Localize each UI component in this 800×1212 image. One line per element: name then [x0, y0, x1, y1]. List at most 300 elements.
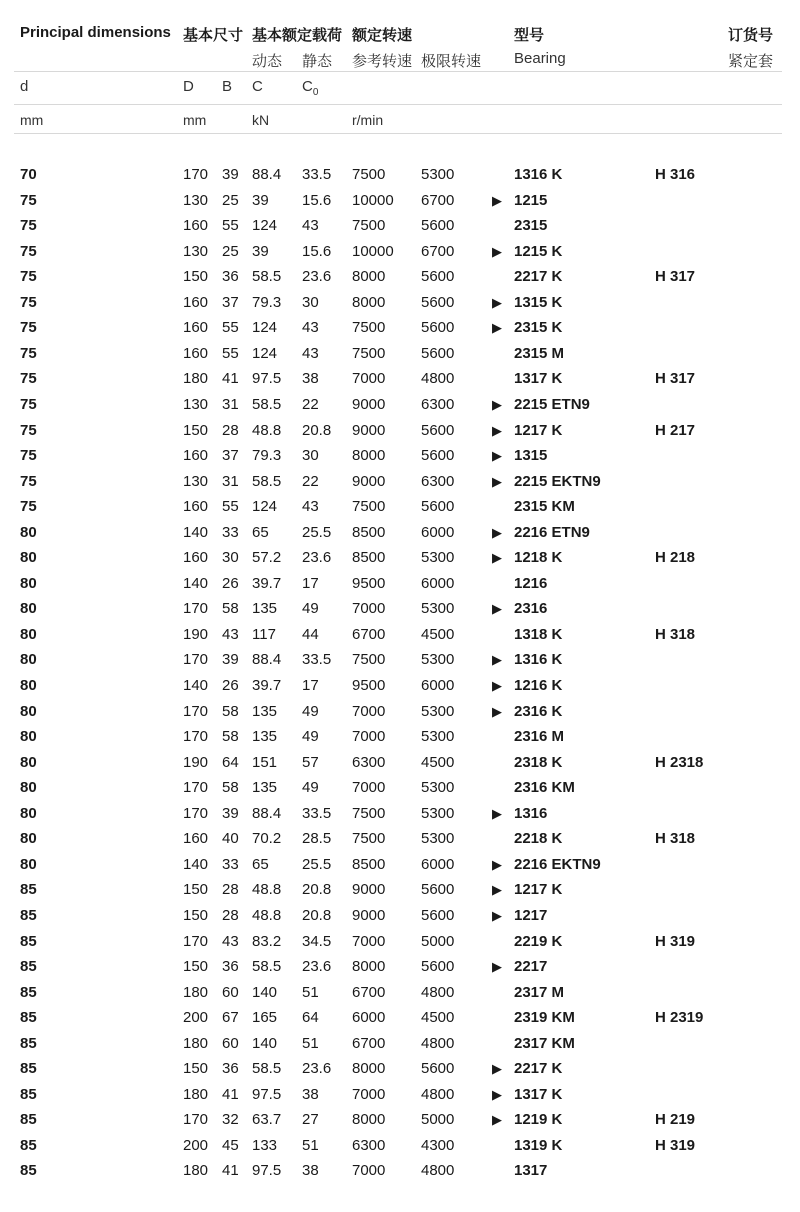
cell-static-load-C0: 43: [302, 344, 319, 362]
cell-reference-speed: 7500: [352, 804, 386, 822]
table-row: [0, 192, 800, 217]
cell-bearing-designation: 2217 K: [514, 268, 563, 286]
cell-limiting-speed: 6000: [421, 855, 455, 873]
cell-adapter-sleeve: H 319: [655, 1136, 696, 1154]
table-row: [0, 345, 800, 370]
col-header-B: B: [222, 78, 233, 95]
cell-outer-D: 170: [183, 702, 209, 720]
header-principal-cn: 基本尺寸: [183, 27, 244, 44]
cell-bearing-designation: 2316 M: [514, 728, 565, 746]
table-row: [0, 473, 800, 498]
cell-outer-D: 170: [183, 804, 209, 822]
cell-width-B: 58: [222, 728, 239, 746]
cell-static-load-C0: 17: [302, 677, 319, 694]
cell-bore-d: 70: [20, 166, 37, 183]
cell-dynamic-load-C: 97.5: [252, 370, 282, 388]
cell-static-load-C0: 49: [302, 728, 319, 746]
cell-reference-speed: 8000: [352, 293, 386, 311]
cell-limiting-speed: 5600: [421, 906, 455, 924]
cell-bore-d: 80: [20, 804, 37, 822]
cell-static-load-C0: 49: [302, 702, 319, 720]
cell-limiting-speed: 5300: [421, 166, 455, 183]
table-row: [0, 243, 800, 268]
cell-width-B: 39: [222, 651, 239, 669]
cell-static-load-C0: 20.8: [302, 906, 332, 924]
header-model: 型号: [514, 27, 545, 44]
popular-item-marker-icon: ▶: [492, 805, 502, 821]
cell-limiting-speed: 4500: [421, 753, 455, 771]
cell-bore-d: 75: [20, 498, 37, 516]
table-row: [0, 268, 800, 293]
cell-bore-d: 80: [20, 702, 37, 720]
cell-bore-d: 80: [20, 523, 37, 541]
table-row: [0, 984, 800, 1009]
cell-bore-d: 85: [20, 1060, 37, 1078]
cell-bore-d: 75: [20, 268, 37, 286]
table-row: [0, 881, 800, 906]
cell-adapter-sleeve: H 2318: [655, 753, 704, 771]
header-basic-load-rating: 基本额定载荷: [252, 27, 343, 44]
popular-item-marker-icon: ▶: [492, 882, 502, 898]
table-row: [0, 319, 800, 344]
cell-bearing-designation: 2317 M: [514, 983, 565, 1001]
cell-dynamic-load-C: 140: [252, 983, 278, 1001]
table-row: [0, 370, 800, 395]
cell-bearing-designation: 2215 ETN9: [514, 395, 590, 413]
cell-bearing-designation: 2316: [514, 600, 548, 618]
table-row: [0, 1060, 800, 1085]
cell-outer-D: 150: [183, 268, 209, 286]
cell-width-B: 31: [222, 395, 239, 413]
cell-width-B: 58: [222, 779, 239, 797]
cell-width-B: 39: [222, 804, 239, 822]
table-row: [0, 779, 800, 804]
cell-width-B: 55: [222, 344, 239, 362]
cell-static-load-C0: 38: [302, 1085, 319, 1103]
cell-limiting-speed: 4800: [421, 983, 455, 1001]
cell-bearing-designation: 1316: [514, 804, 548, 822]
cell-outer-D: 180: [183, 1162, 209, 1180]
cell-bearing-designation: 2315: [514, 217, 548, 235]
cell-static-load-C0: 23.6: [302, 958, 332, 976]
cell-bore-d: 75: [20, 217, 37, 235]
cell-dynamic-load-C: 65: [252, 855, 269, 873]
cell-width-B: 58: [222, 702, 239, 720]
cell-width-B: 41: [222, 1162, 239, 1180]
cell-bore-d: 80: [20, 625, 37, 643]
cell-static-load-C0: 20.8: [302, 421, 332, 439]
cell-static-load-C0: 33.5: [302, 651, 332, 669]
cell-bearing-designation: 1215 K: [514, 242, 563, 260]
cell-bearing-designation: 1319 K: [514, 1136, 563, 1154]
table-row: [0, 294, 800, 319]
popular-item-marker-icon: ▶: [492, 192, 502, 208]
table-row: [0, 575, 800, 600]
cell-static-load-C0: 49: [302, 600, 319, 618]
cell-static-load-C0: 30: [302, 293, 319, 311]
table-row: [0, 907, 800, 932]
cell-outer-D: 180: [183, 1085, 209, 1103]
cell-bore-d: 85: [20, 932, 37, 950]
cell-static-load-C0: 23.6: [302, 549, 332, 567]
cell-limiting-speed: 6300: [421, 472, 455, 490]
cell-dynamic-load-C: 39.7: [252, 677, 282, 694]
popular-item-marker-icon: ▶: [492, 524, 502, 540]
cell-outer-D: 140: [183, 677, 209, 694]
cell-dynamic-load-C: 63.7: [252, 1111, 282, 1129]
cell-reference-speed: 7500: [352, 651, 386, 669]
cell-dynamic-load-C: 39.7: [252, 574, 282, 592]
table-row: [0, 1086, 800, 1111]
cell-static-load-C0: 43: [302, 217, 319, 235]
cell-reference-speed: 8000: [352, 447, 386, 465]
cell-width-B: 45: [222, 1136, 239, 1154]
cell-bearing-designation: 1216 K: [514, 677, 563, 694]
cell-reference-speed: 9000: [352, 472, 386, 490]
cell-adapter-sleeve: H 317: [655, 268, 696, 286]
header-reference-speed: 参考转速: [352, 53, 413, 70]
cell-limiting-speed: 5600: [421, 881, 455, 899]
cell-width-B: 41: [222, 370, 239, 388]
cell-reference-speed: 8500: [352, 549, 386, 567]
popular-item-marker-icon: ▶: [492, 448, 502, 464]
cell-outer-D: 170: [183, 166, 209, 183]
cell-dynamic-load-C: 97.5: [252, 1162, 282, 1180]
cell-limiting-speed: 5600: [421, 498, 455, 516]
cell-reference-speed: 8000: [352, 1060, 386, 1078]
cell-limiting-speed: 5600: [421, 421, 455, 439]
cell-bore-d: 80: [20, 779, 37, 797]
table-row: [0, 1162, 800, 1187]
cell-width-B: 32: [222, 1111, 239, 1129]
cell-bore-d: 85: [20, 1034, 37, 1052]
cell-adapter-sleeve: H 318: [655, 625, 696, 643]
cell-static-load-C0: 23.6: [302, 1060, 332, 1078]
popular-item-marker-icon: ▶: [492, 678, 502, 693]
cell-width-B: 26: [222, 677, 239, 694]
cell-bore-d: 75: [20, 319, 37, 337]
cell-width-B: 37: [222, 293, 239, 311]
cell-reference-speed: 7000: [352, 779, 386, 797]
table-row: [0, 498, 800, 523]
cell-reference-speed: 6700: [352, 1034, 386, 1052]
cell-static-load-C0: 51: [302, 1034, 319, 1052]
cell-outer-D: 160: [183, 319, 209, 337]
cell-limiting-speed: 5000: [421, 1111, 455, 1129]
cell-static-load-C0: 33.5: [302, 166, 332, 183]
popular-item-marker-icon: ▶: [492, 550, 502, 566]
cell-bearing-designation: 2315 KM: [514, 498, 575, 516]
cell-adapter-sleeve: H 317: [655, 370, 696, 388]
table-row: [0, 626, 800, 651]
cell-dynamic-load-C: 48.8: [252, 881, 282, 899]
cell-bore-d: 80: [20, 855, 37, 873]
cell-reference-speed: 7500: [352, 344, 386, 362]
cell-width-B: 25: [222, 242, 239, 260]
cell-bearing-designation: 1316 K: [514, 166, 563, 183]
cell-outer-D: 190: [183, 625, 209, 643]
cell-limiting-speed: 5600: [421, 293, 455, 311]
cell-static-load-C0: 51: [302, 983, 319, 1001]
cell-width-B: 58: [222, 600, 239, 618]
table-row: [0, 728, 800, 753]
table-row: [0, 830, 800, 855]
cell-bore-d: 85: [20, 983, 37, 1001]
cell-outer-D: 170: [183, 651, 209, 669]
cell-outer-D: 160: [183, 498, 209, 516]
cell-limiting-speed: 5300: [421, 728, 455, 746]
popular-item-marker-icon: ▶: [492, 703, 502, 719]
popular-item-marker-icon: ▶: [492, 652, 502, 668]
cell-outer-D: 190: [183, 753, 209, 771]
cell-bore-d: 80: [20, 549, 37, 567]
popular-item-marker-icon: ▶: [492, 907, 502, 923]
unit-rmin: r/min: [352, 112, 384, 128]
table-row: [0, 856, 800, 881]
cell-reference-speed: 6300: [352, 1136, 386, 1154]
cell-bearing-designation: 1219 K: [514, 1111, 563, 1129]
cell-limiting-speed: 4500: [421, 625, 455, 643]
cell-dynamic-load-C: 58.5: [252, 472, 282, 490]
col-header-D: D: [183, 78, 194, 95]
table-row: [0, 1009, 800, 1034]
col-header-C0: $C_0$: [302, 78, 319, 98]
cell-bearing-designation: 2217: [514, 958, 548, 976]
cell-dynamic-load-C: 97.5: [252, 1085, 282, 1103]
header-dynamic: 动态: [252, 53, 283, 70]
header-divider-3: [14, 133, 782, 134]
unit-kn: kN: [252, 112, 270, 128]
cell-limiting-speed: 4800: [421, 1034, 455, 1052]
cell-dynamic-load-C: 57.2: [252, 549, 282, 567]
popular-item-marker-icon: ▶: [492, 320, 502, 336]
cell-dynamic-load-C: 151: [252, 753, 278, 771]
cell-adapter-sleeve: H 319: [655, 932, 696, 950]
popular-item-marker-icon: ▶: [492, 473, 502, 489]
cell-dynamic-load-C: 135: [252, 600, 278, 618]
popular-item-marker-icon: ▶: [492, 422, 502, 438]
cell-dynamic-load-C: 165: [252, 1009, 278, 1027]
cell-width-B: 28: [222, 421, 239, 439]
cell-dynamic-load-C: 79.3: [252, 447, 282, 465]
table-row: [0, 1111, 800, 1136]
cell-dynamic-load-C: 124: [252, 319, 278, 337]
cell-reference-speed: 7500: [352, 217, 386, 235]
cell-static-load-C0: 20.8: [302, 881, 332, 899]
cell-outer-D: 130: [183, 242, 209, 260]
cell-outer-D: 150: [183, 906, 209, 924]
cell-width-B: 33: [222, 523, 239, 541]
cell-width-B: 25: [222, 191, 239, 209]
cell-bore-d: 75: [20, 447, 37, 465]
cell-bore-d: 75: [20, 191, 37, 209]
popular-item-marker-icon: ▶: [492, 1061, 502, 1077]
header-order-number: 订货号: [728, 27, 774, 44]
cell-reference-speed: 7500: [352, 319, 386, 337]
cell-limiting-speed: 5000: [421, 932, 455, 950]
cell-width-B: 39: [222, 166, 239, 183]
cell-outer-D: 170: [183, 728, 209, 746]
cell-reference-speed: 8000: [352, 1111, 386, 1129]
cell-dynamic-load-C: 135: [252, 728, 278, 746]
cell-limiting-speed: 5600: [421, 447, 455, 465]
header-limiting-speed: 极限转速: [421, 53, 482, 70]
cell-outer-D: 130: [183, 191, 209, 209]
cell-static-load-C0: 64: [302, 1009, 319, 1027]
cell-static-load-C0: 30: [302, 447, 319, 465]
cell-width-B: 60: [222, 1034, 239, 1052]
cell-outer-D: 140: [183, 523, 209, 541]
cell-bore-d: 75: [20, 472, 37, 490]
cell-limiting-speed: 5600: [421, 1060, 455, 1078]
cell-limiting-speed: 5600: [421, 319, 455, 337]
cell-reference-speed: 7000: [352, 1085, 386, 1103]
popular-item-marker-icon: ▶: [492, 1086, 502, 1102]
cell-outer-D: 140: [183, 855, 209, 873]
table-row: [0, 422, 800, 447]
cell-bearing-designation: 1317: [514, 1162, 548, 1180]
cell-width-B: 43: [222, 625, 239, 643]
cell-bore-d: 75: [20, 421, 37, 439]
cell-bore-d: 85: [20, 1085, 37, 1103]
cell-dynamic-load-C: 65: [252, 523, 269, 541]
cell-reference-speed: 9000: [352, 395, 386, 413]
cell-reference-speed: 8500: [352, 855, 386, 873]
cell-reference-speed: 6000: [352, 1009, 386, 1027]
cell-limiting-speed: 5300: [421, 600, 455, 618]
cell-outer-D: 170: [183, 600, 209, 618]
cell-bearing-designation: 1317 K: [514, 370, 563, 388]
cell-bearing-designation: 2216 ETN9: [514, 523, 590, 541]
table-row: [0, 600, 800, 625]
cell-adapter-sleeve: H 318: [655, 830, 696, 848]
header-speed-rating: 额定转速: [352, 27, 413, 44]
cell-bearing-designation: 2215 EKTN9: [514, 472, 601, 490]
popular-item-marker-icon: ▶: [492, 396, 502, 412]
cell-reference-speed: 7500: [352, 498, 386, 516]
cell-width-B: 55: [222, 319, 239, 337]
cell-dynamic-load-C: 133: [252, 1136, 278, 1154]
cell-reference-speed: 7500: [352, 166, 386, 183]
cell-static-load-C0: 43: [302, 498, 319, 516]
cell-dynamic-load-C: 117: [252, 625, 276, 643]
cell-bearing-designation: 2317 KM: [514, 1034, 575, 1052]
cell-reference-speed: 9000: [352, 881, 386, 899]
cell-static-load-C0: 17: [302, 574, 319, 592]
cell-bore-d: 75: [20, 395, 37, 413]
unit-mm-d: mm: [20, 112, 44, 128]
header-divider-1: [14, 71, 782, 72]
cell-outer-D: 180: [183, 983, 209, 1001]
cell-width-B: 55: [222, 498, 239, 516]
table-row: [0, 396, 800, 421]
cell-limiting-speed: 5300: [421, 779, 455, 797]
cell-bearing-designation: 1315 K: [514, 293, 563, 311]
cell-bore-d: 85: [20, 1111, 37, 1129]
cell-reference-speed: 6300: [352, 753, 386, 771]
cell-dynamic-load-C: 124: [252, 344, 278, 362]
cell-bore-d: 85: [20, 1136, 37, 1154]
cell-bore-d: 85: [20, 906, 37, 924]
cell-limiting-speed: 4800: [421, 1162, 455, 1180]
cell-bore-d: 75: [20, 242, 37, 260]
cell-bore-d: 80: [20, 677, 37, 694]
cell-limiting-speed: 5600: [421, 268, 455, 286]
cell-bearing-designation: 2319 KM: [514, 1009, 575, 1027]
cell-bearing-designation: 2315 K: [514, 319, 563, 337]
cell-bearing-designation: 1216: [514, 574, 548, 592]
table-row: [0, 805, 800, 830]
cell-dynamic-load-C: 83.2: [252, 932, 282, 950]
cell-static-load-C0: 38: [302, 1162, 319, 1180]
cell-static-load-C0: 57: [302, 753, 319, 771]
cell-width-B: 40: [222, 830, 239, 848]
table-row: [0, 933, 800, 958]
cell-bore-d: 80: [20, 600, 37, 618]
cell-outer-D: 140: [183, 574, 209, 592]
cell-limiting-speed: 5300: [421, 651, 455, 669]
cell-adapter-sleeve: H 2319: [655, 1009, 704, 1027]
cell-reference-speed: 7500: [352, 830, 386, 848]
cell-static-load-C0: 28.5: [302, 830, 332, 848]
table-row: [0, 524, 800, 549]
table-row: [0, 1035, 800, 1060]
cell-static-load-C0: 33.5: [302, 804, 332, 822]
cell-limiting-speed: 5300: [421, 804, 455, 822]
cell-dynamic-load-C: 39: [252, 242, 269, 260]
cell-outer-D: 150: [183, 1060, 209, 1078]
cell-outer-D: 170: [183, 1111, 209, 1129]
unit-mm-dims: mm: [183, 112, 207, 128]
cell-dynamic-load-C: 39: [252, 191, 269, 209]
table-row: [0, 549, 800, 574]
cell-adapter-sleeve: H 219: [655, 1111, 696, 1129]
cell-reference-speed: 6700: [352, 983, 386, 1001]
cell-adapter-sleeve: H 316: [655, 166, 696, 183]
cell-limiting-speed: 4300: [421, 1136, 455, 1154]
cell-dynamic-load-C: 88.4: [252, 166, 282, 183]
cell-bore-d: 80: [20, 651, 37, 669]
cell-static-load-C0: 22: [302, 472, 319, 490]
cell-bore-d: 75: [20, 370, 37, 388]
cell-bearing-designation: 1316 K: [514, 651, 563, 669]
cell-dynamic-load-C: 140: [252, 1034, 278, 1052]
cell-outer-D: 160: [183, 447, 209, 465]
cell-width-B: 36: [222, 958, 239, 976]
cell-limiting-speed: 6700: [421, 242, 455, 260]
cell-width-B: 41: [222, 1085, 239, 1103]
cell-bore-d: 75: [20, 293, 37, 311]
cell-bearing-designation: 1215: [514, 191, 548, 209]
cell-bearing-designation: 2315 M: [514, 344, 565, 362]
cell-reference-speed: 7000: [352, 932, 386, 950]
cell-limiting-speed: 6700: [421, 191, 455, 209]
header-bearing: Bearing: [514, 50, 566, 67]
cell-limiting-speed: 6000: [421, 677, 455, 694]
cell-width-B: 28: [222, 881, 239, 899]
cell-dynamic-load-C: 58.5: [252, 1060, 282, 1078]
cell-dynamic-load-C: 88.4: [252, 651, 282, 669]
cell-limiting-speed: 4800: [421, 1085, 455, 1103]
cell-limiting-speed: 6000: [421, 523, 455, 541]
cell-bore-d: 85: [20, 958, 37, 976]
cell-reference-speed: 9500: [352, 574, 386, 592]
cell-bore-d: 80: [20, 574, 37, 592]
popular-item-marker-icon: ▶: [492, 294, 502, 310]
cell-limiting-speed: 5600: [421, 958, 455, 976]
cell-static-load-C0: 15.6: [302, 191, 332, 209]
cell-width-B: 64: [222, 753, 239, 771]
